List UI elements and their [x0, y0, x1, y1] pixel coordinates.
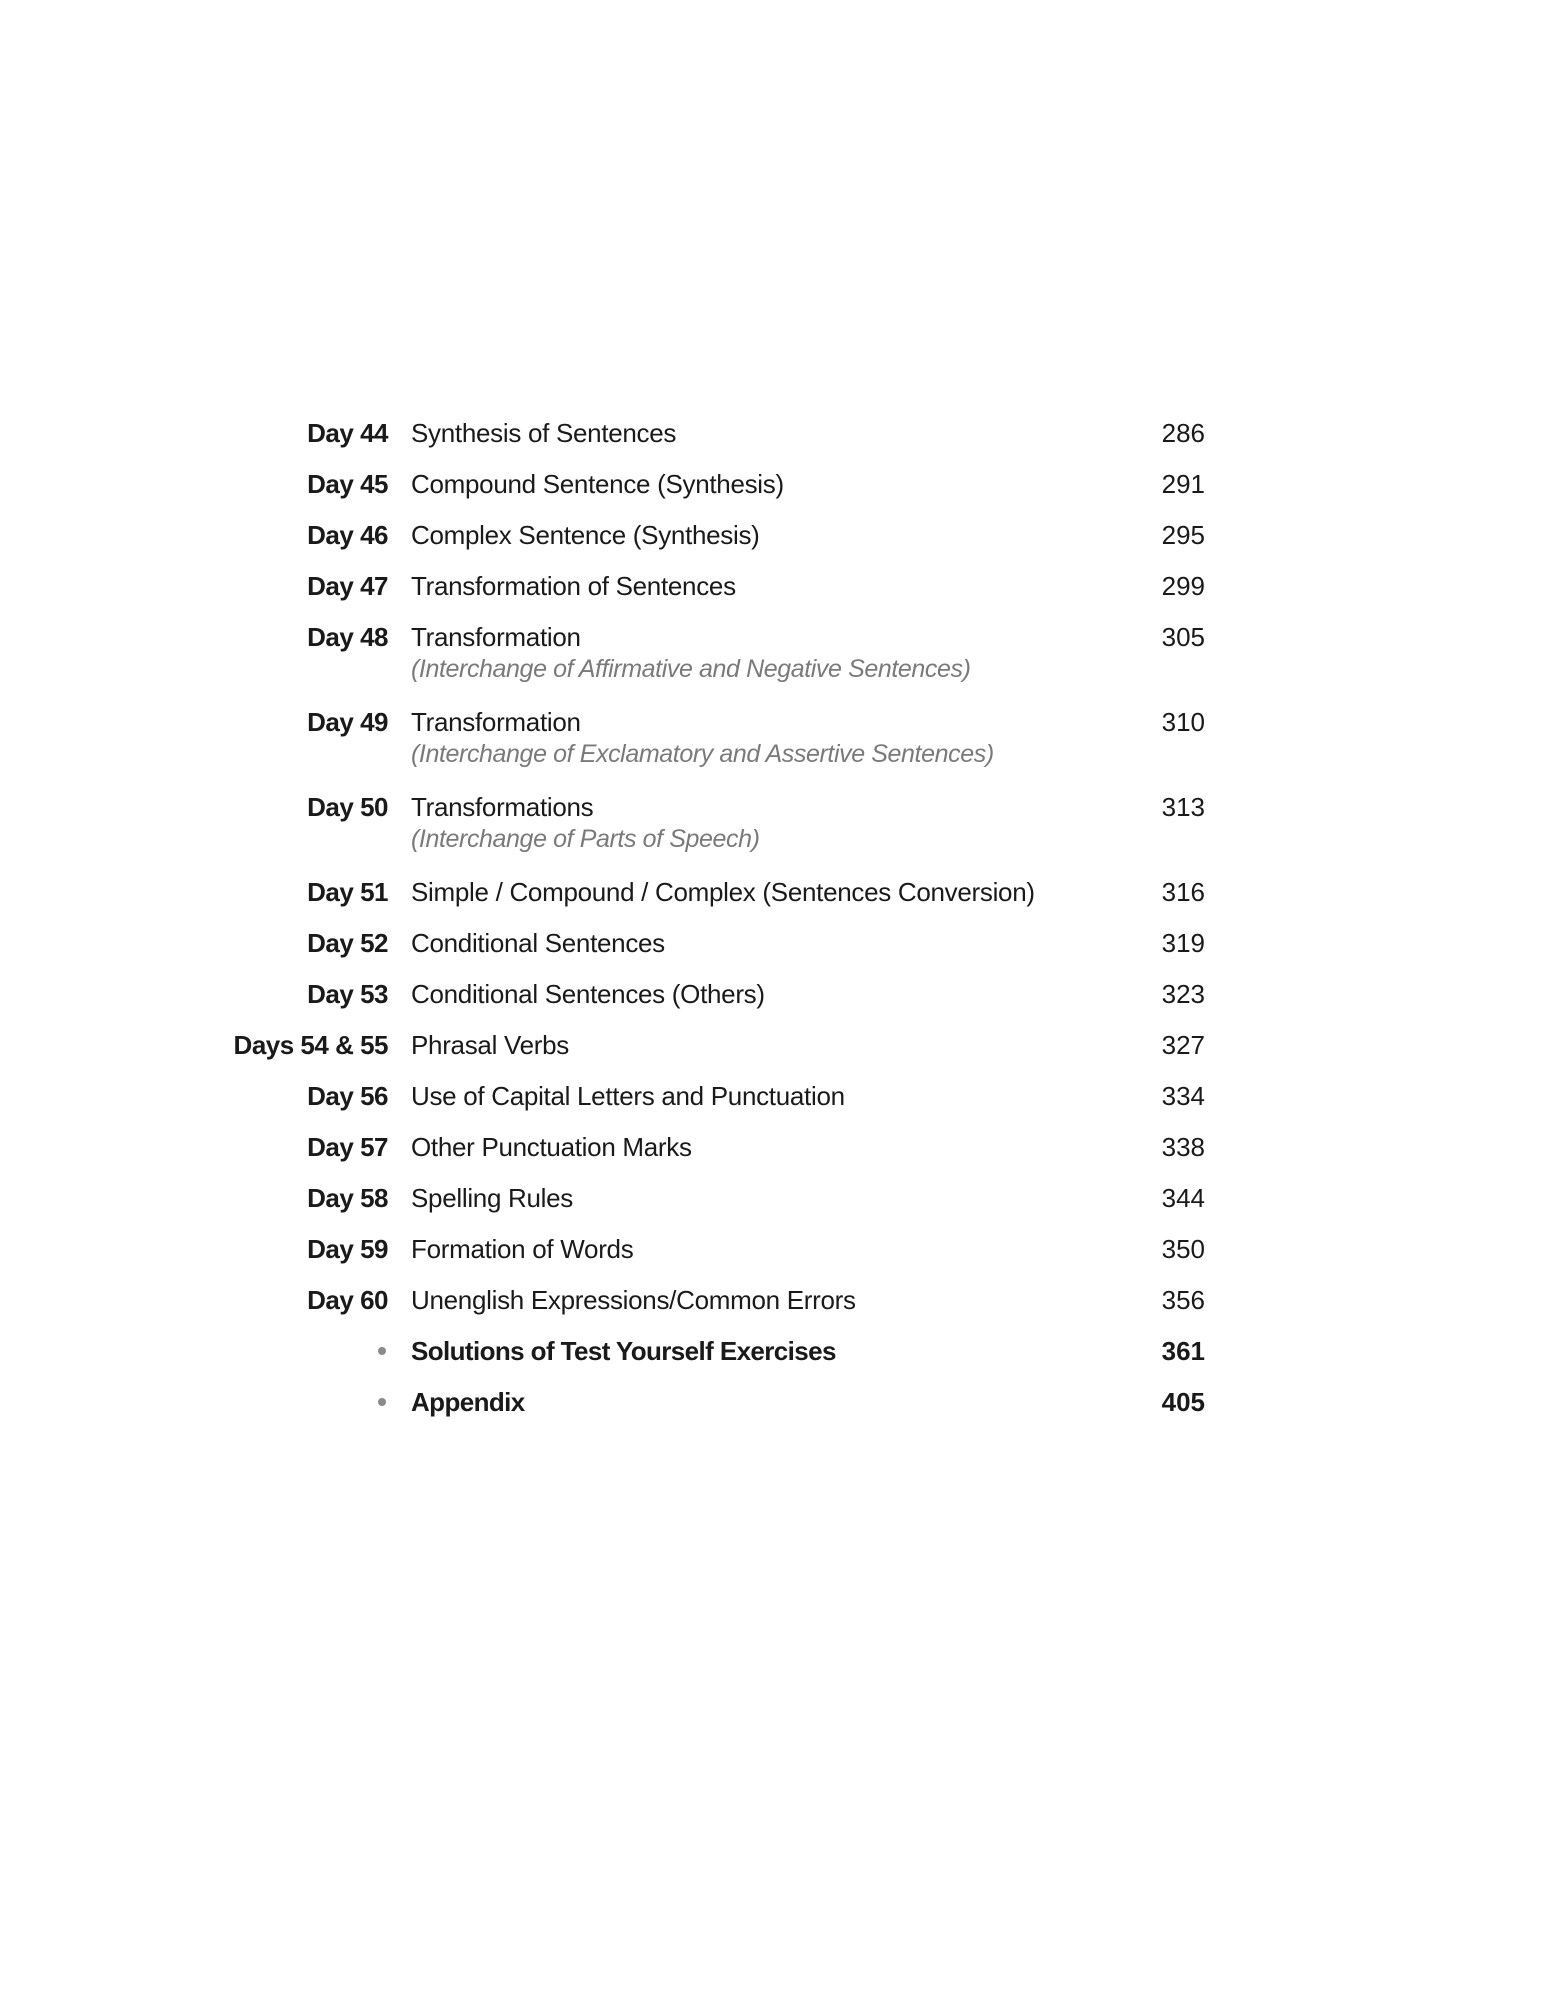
toc-entry-title: Synthesis of Sentences	[411, 418, 677, 448]
toc-entry-title: Phrasal Verbs	[411, 1030, 569, 1060]
toc-entry-title: Other Punctuation Marks	[411, 1132, 692, 1162]
toc-entry-day-44	[0, 417, 1550, 468]
toc-entry-day-48	[0, 621, 1550, 706]
toc-entry-title: Spelling Rules	[411, 1183, 574, 1213]
toc-entry-subtitle: (Interchange of Parts of Speech)	[411, 825, 760, 853]
toc-entry-day-46	[0, 519, 1550, 570]
toc-entry-day-49	[0, 706, 1550, 791]
toc-entry-appendix	[0, 1386, 1550, 1437]
toc-day-label: Day 46	[307, 520, 388, 550]
toc-page-number: 305	[1161, 622, 1205, 652]
toc-entry-title: Transformation of Sentences	[411, 571, 736, 601]
toc-day-label: Day 50	[307, 792, 388, 822]
toc-page-number: 338	[1161, 1132, 1205, 1162]
toc-page-number: 361	[1161, 1336, 1205, 1366]
toc-page-number: 310	[1161, 707, 1205, 737]
toc-day-label: Day 47	[307, 571, 388, 601]
toc-page-number: 356	[1161, 1285, 1205, 1315]
toc-entry-day-58	[0, 1182, 1550, 1233]
toc-entry-title: Conditional Sentences (Others)	[411, 979, 765, 1009]
table-of-contents	[0, 417, 1550, 1437]
toc-entry-subtitle: (Interchange of Affirmative and Negative Sentences)	[411, 655, 971, 683]
toc-entry-title: Simple / Compound / Complex (Sentences Conversion)	[411, 877, 1035, 907]
toc-day-label: Day 58	[307, 1183, 388, 1213]
toc-day-label: Day 51	[307, 877, 388, 907]
toc-entry-title: Transformation	[411, 622, 581, 652]
toc-page-number: 295	[1161, 520, 1205, 550]
toc-entry-day-57	[0, 1131, 1550, 1182]
toc-page-number: 286	[1161, 418, 1205, 448]
toc-entry-title: Unenglish Expressions/Common Errors	[411, 1285, 856, 1315]
toc-entry-title: Complex Sentence (Synthesis)	[411, 520, 760, 550]
bullet-icon	[378, 1398, 386, 1406]
toc-entry-day-53	[0, 978, 1550, 1029]
toc-page-number: 291	[1161, 469, 1205, 499]
toc-entry-subtitle: (Interchange of Exclamatory and Assertive Sentences)	[411, 740, 994, 768]
toc-day-label: Days 54 & 55	[233, 1030, 388, 1060]
toc-entry-day-52	[0, 927, 1550, 978]
toc-day-label: Day 49	[307, 707, 388, 737]
toc-entry-title: Conditional Sentences	[411, 928, 665, 958]
toc-day-label: Day 59	[307, 1234, 388, 1264]
toc-day-label: Day 57	[307, 1132, 388, 1162]
bullet-icon	[378, 1347, 386, 1355]
toc-page-number: 344	[1161, 1183, 1205, 1213]
toc-entry-title: Transformation	[411, 707, 581, 737]
toc-day-label: Day 52	[307, 928, 388, 958]
toc-entry-day-60	[0, 1284, 1550, 1335]
toc-page-number: 405	[1161, 1387, 1205, 1417]
toc-day-label: Day 53	[307, 979, 388, 1009]
toc-entry-days-54-55	[0, 1029, 1550, 1080]
toc-page-number: 334	[1161, 1081, 1205, 1111]
toc-page-number: 327	[1161, 1030, 1205, 1060]
toc-entry-title: Compound Sentence (Synthesis)	[411, 469, 784, 499]
toc-entry-title: Transformations	[411, 792, 594, 822]
toc-page-number: 319	[1161, 928, 1205, 958]
toc-page-number: 313	[1161, 792, 1205, 822]
toc-page-number: 316	[1161, 877, 1205, 907]
toc-entry-title: Solutions of Test Yourself Exercises	[411, 1336, 836, 1366]
toc-day-label: Day 48	[307, 622, 388, 652]
toc-entry-solutions	[0, 1335, 1550, 1386]
toc-day-label: Day 44	[307, 418, 388, 448]
toc-entry-day-51	[0, 876, 1550, 927]
toc-entry-day-45	[0, 468, 1550, 519]
toc-entry-title: Use of Capital Letters and Punctuation	[411, 1081, 845, 1111]
toc-entry-title: Appendix	[411, 1387, 525, 1417]
toc-entry-day-50	[0, 791, 1550, 876]
toc-entry-day-56	[0, 1080, 1550, 1131]
toc-day-label: Day 56	[307, 1081, 388, 1111]
toc-entry-title: Formation of Words	[411, 1234, 634, 1264]
toc-entry-day-47	[0, 570, 1550, 621]
toc-entry-day-59	[0, 1233, 1550, 1284]
toc-page-number: 323	[1161, 979, 1205, 1009]
toc-day-label: Day 45	[307, 469, 388, 499]
toc-page-number: 350	[1161, 1234, 1205, 1264]
toc-page-number: 299	[1161, 571, 1205, 601]
toc-day-label: Day 60	[307, 1285, 388, 1315]
